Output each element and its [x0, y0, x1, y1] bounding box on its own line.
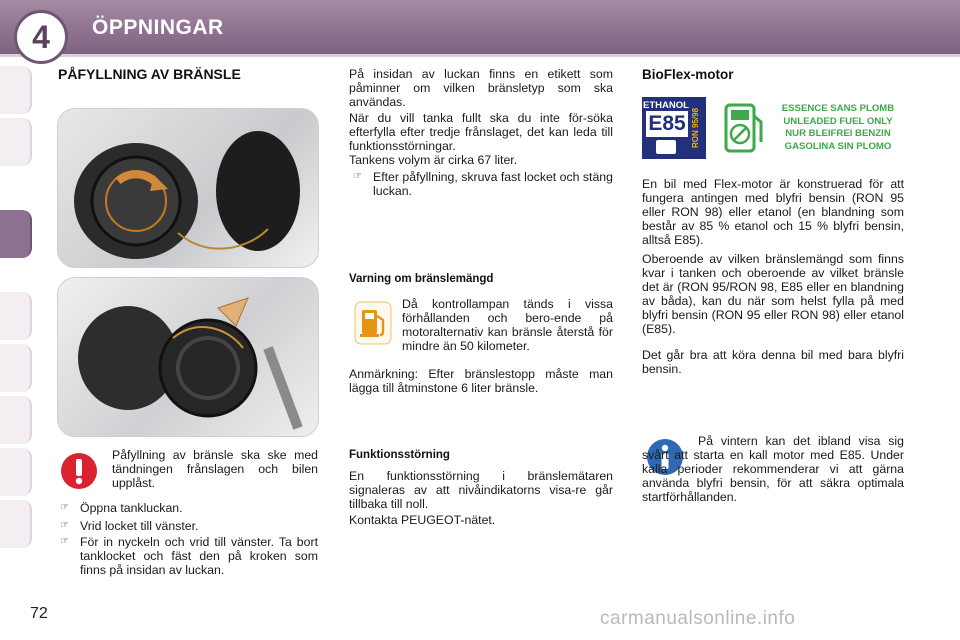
chapter-tab[interactable]	[0, 118, 32, 166]
step-item: ☞ Efter påfyllning, skruva fast locket och stäng luckan.	[353, 170, 613, 198]
fuel-flap-photo-2	[57, 277, 319, 437]
label-line: NUR BLEIFREI BENZIN	[785, 128, 891, 139]
pointing-hand-icon: ☞	[353, 171, 362, 182]
fuel-warning-note: Anmärkning: Efter bränslestopp måste man lägga till åtminstone 6 liter bränsle.	[349, 367, 613, 395]
contact-network-text: Kontakta PEUGEOT-nätet.	[349, 513, 496, 527]
fuel-warning-text: Då kontrollampan tänds i vissa förhållanden och bero-ende på motoralternativ kan bränsle återstå för mindre än 50 kilometer.	[402, 297, 613, 353]
chapter-tab[interactable]	[0, 66, 32, 114]
watermark: carmanualsonline.info	[600, 608, 796, 629]
chapter-tab[interactable]	[0, 396, 32, 444]
step-item: ☞ Öppna tankluckan.	[60, 501, 183, 515]
header-divider	[0, 54, 960, 57]
fuel-cap-illustration	[58, 109, 318, 267]
chapter-tab[interactable]	[0, 448, 32, 496]
chapter-title: ÖPPNINGAR	[92, 16, 224, 39]
unleaded-only-paragraph: Det går bra att köra denna bil med bara blyfri bensin.	[642, 348, 904, 376]
fuel-pump-icon	[353, 300, 393, 351]
malfunction-heading: Funktionsstörning	[349, 449, 450, 461]
fuel-warning-heading: Varning om bränslemängd	[349, 273, 494, 285]
malfunction-text: En funktionsstörning i bränslemätaren signaleras av att nivåindikatorns visa-re går tillbaka till noll.	[349, 469, 613, 511]
refuel-any-time-paragraph: Oberoende av vilken bränslemängd som finns kvar i tanken och oberoende av vilket bränsle det är (RON 95/RON 98, E85 eller en blandning av båda), kan du när som helst fylla på med blyfri bensin (RON 95 eller RON 98) eller etanol (E85).	[642, 252, 904, 336]
book-icon	[656, 140, 676, 154]
page-number: 72	[30, 605, 48, 622]
chapter-tab[interactable]	[0, 344, 32, 392]
step-item: ☞ Vrid locket till vänster.	[60, 519, 199, 533]
pointing-hand-icon: ☞	[60, 502, 69, 513]
warning-icon	[60, 452, 98, 495]
full-tank-paragraph: När du vill tanka fullt ska du inte för-söka efterfylla efter tredje frånslaget, det kan leda till funktionsstörningar.	[349, 111, 613, 153]
bioflex-heading: BioFlex-motor	[642, 67, 734, 82]
section-heading: PÅFYLLNING AV BRÄNSLE	[58, 66, 241, 82]
label-info-paragraph: På insidan av luckan finns en etikett som påminner om vilken bränsletyp som ska användas.	[349, 67, 613, 109]
chapter-tab-active[interactable]	[0, 210, 32, 258]
chapter-tab[interactable]	[0, 500, 32, 548]
chapter-number-badge: 4	[14, 10, 68, 64]
tank-volume-paragraph: Tankens volym är cirka 67 liter.	[349, 153, 518, 167]
chapter-tabs	[0, 60, 34, 580]
label-line: ESSENCE SANS PLOMB	[781, 103, 895, 114]
winter-start-info: På vintern kan det ibland visa sig svårt att starta en kall motor med E85. Under kalla perioder rekommenderar vi att gärna använda blyfri bensin, för att säkra optimala startförhållanden.	[642, 434, 904, 504]
pointing-hand-icon: ☞	[60, 520, 69, 531]
unleaded-label	[768, 103, 908, 153]
fuel-cap-hook-illustration	[58, 278, 318, 436]
fueling-safety-note: Påfyllning av bränsle ska ske med tändningen frånslagen och bilen upplåst.	[112, 448, 318, 490]
fuel-flap-photo-1	[57, 108, 319, 268]
flex-engine-paragraph: En bil med Flex-motor är konstruerad för att fungera antingen med blyfri bensin (RON 95 eller RON 98) eller etanol (en blandning som består av 85 % etanol och 15 % blyfri bensin, alltså E85).	[642, 177, 904, 247]
chapter-tab[interactable]	[0, 292, 32, 340]
pointing-hand-icon: ☞	[60, 536, 69, 547]
e85-label-badge	[642, 97, 706, 159]
e85-label-text: E85	[646, 111, 688, 137]
label-line: UNLEADED FUEL ONLY	[783, 115, 893, 127]
step-item: ☞ För in nyckeln och vrid till vänster. Ta bort tanklocket och fäst den på kroken som finns på insidan av luckan.	[60, 535, 318, 577]
label-line: GASOLINA SIN PLOMO	[784, 140, 892, 152]
ethanol-label-text: ETHANOL	[643, 100, 689, 111]
unleaded-fuel-icon	[723, 102, 765, 161]
ron-label-text: RON 95/98	[691, 107, 700, 149]
